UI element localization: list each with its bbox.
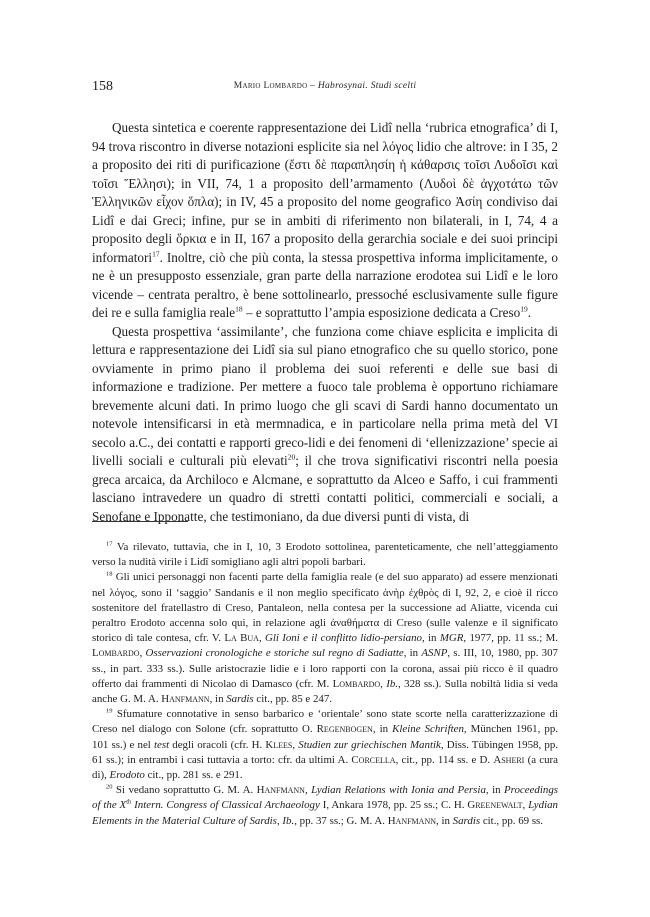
citation-title: Ib. bbox=[386, 677, 399, 690]
footnote-text: , in bbox=[209, 693, 227, 706]
running-header bbox=[92, 79, 558, 97]
author-name: Lombardo bbox=[332, 677, 381, 690]
body-text-run: – e soprattutto l’ampia esposizione dedicata a Creso bbox=[242, 305, 521, 320]
footnote-text: , bbox=[139, 647, 146, 660]
footnote-ref-19[interactable]: 19 bbox=[520, 304, 528, 314]
author-name: Lombardo bbox=[92, 647, 140, 660]
citation-title: Erodoto bbox=[109, 769, 145, 782]
footnote-text: degli oracoli (cfr. H. bbox=[169, 738, 266, 751]
footnote-text: , bbox=[304, 784, 312, 797]
footnote-text: Va rilevato, tuttavia, che in I, 10, 3 Erodoto sottolinea, parenteticamente, che nell’atteggiamento verso la nudità virile i Lidî somigliano agli altri popoli barbari. bbox=[92, 541, 558, 569]
body-paragraph-1 bbox=[92, 119, 558, 323]
footnote-text: , München 1961, pp. 101 ss.) e nel bbox=[92, 723, 558, 751]
body-text-run: ; il che trova significativi riscontri nella poesia greca arcaica, da Archiloco e Alcmane, e soprattutto da Alceo e Saffo, i cui frammenti lasciano intravedere un quadro di stretti contatti politici, commerciali e sociali, a Senofane e Ipponatte, che testimoniano, da due diversi punti di vista, di bbox=[92, 453, 559, 524]
footnote-text: , bbox=[380, 677, 387, 690]
footnote-text: , Diss. Tübingen 1958, pp. 61 ss.); in entrambi i casi tuttavia a torto: cfr. da ultimi A. bbox=[92, 738, 558, 766]
footnote-text: cit., pp. 85 e 247. bbox=[253, 693, 333, 706]
citation-title: Osservazioni cronologiche e storiche sul regno di Sadiatte bbox=[145, 647, 404, 660]
citation-title: Kleine Schriften bbox=[392, 723, 464, 736]
footnote-number: 19 bbox=[106, 707, 113, 715]
footnote-text: Sfumature connotative in senso barbarico e ‘orientale’ sono state scorte nella caratterizzazione di Creso nel dialogo con Solone (cfr. soprattutto O. bbox=[92, 708, 558, 736]
citation-title: Ib. bbox=[282, 814, 295, 827]
footnote-text: , bbox=[522, 799, 529, 812]
ordinal-superscript: th bbox=[126, 798, 132, 806]
main-text bbox=[92, 119, 558, 526]
footnote-text: , bbox=[258, 632, 265, 645]
author-name: Hanfmann bbox=[161, 693, 210, 706]
footnote-text: , bbox=[276, 814, 283, 827]
author-name: Regenbogen bbox=[316, 723, 373, 736]
footnote-text: , 1977, pp. 11 ss.; M. bbox=[463, 632, 558, 645]
citation-title: Intern. Congress of Classical Archaeology bbox=[131, 799, 320, 812]
footnote-text: , cit., pp. 114 ss. e D. bbox=[395, 753, 494, 766]
footnote-text: Gli unici personaggi non facenti parte della famiglia reale (e del suo apparato) ad essere menzionati nel λόγος, sono il ‘saggio’ Sandanis e il non meglio specificato ἀνὴρ ἐχθρὸς di I, 92, 2, e cioè il ricco sostenitore del fratellastro di Creso, Pantaleon, nella contesa per la successione ad Aliatte, vicenda cui peraltro Erodoto accenna solo qui, in relazione agli ἀναθήματα di Creso (sulle valenze e il significato storico di tale contesa, cfr. V. bbox=[92, 571, 558, 645]
citation-title: Lydian Elements in the Material Culture of Sardis bbox=[92, 799, 559, 827]
footnote-text: , in bbox=[421, 632, 440, 645]
author-name: Hanfmann bbox=[256, 784, 305, 797]
running-head-author: Mario Lombardo bbox=[233, 81, 308, 91]
running-head bbox=[92, 81, 558, 91]
footnote-ref-20[interactable]: 20 bbox=[287, 452, 296, 462]
footnote-18 bbox=[92, 570, 558, 707]
citation-title: test bbox=[153, 738, 170, 751]
footnote-20 bbox=[92, 783, 558, 829]
footnote-text: , in bbox=[403, 647, 422, 660]
footnote-19 bbox=[92, 707, 558, 783]
citation-title: Gli Ioni e il conflitto lidio-persiano bbox=[264, 632, 422, 645]
footnotes bbox=[92, 540, 558, 829]
body-text-run: Questa sintetica e coerente rappresentazione dei Lidî nella ‘rubrica etnografica’ di I, 94 trova riscontro in diverse notazioni esplicite sia nel λόγος lidio che altrove: in I 35, 2 a proposito dei riti di purificazione (ἔστι δὲ παραπλησίη ἡ κάθαρσις τοῖσι Λυδοῖσι καὶ τοῖσι Ἕλλησι); in VII, 74, 1 a proposito dell’armamento (Λυδοὶ δὲ ἀγχοτάτω τῶν Ἑλληνικῶν εἶχον ὅπλα); in IV, 45 a proposito del nome geografico Ἀσίη condiviso dai Lidî e dai Greci; infine, pur se in ambiti di riferimento non bilaterali, in I, 74, 4 a proposito degli ὅρκια e in II, 167 a proposito della gerarchia sociale e dei suoi principi informatori bbox=[92, 120, 558, 265]
footnote-text: , in bbox=[485, 784, 504, 797]
author-name: Asheri bbox=[493, 753, 525, 766]
body-text-run: Questa prospettiva ‘assimilante’, che funziona come chiave esplicita e implicita di lettura e rappresentazione dei Lidî sia sul piano etnografico che su quello storico, pone ovviamente in primo piano il problema dei suoi referenti e delle sue basi di informazione e tradizione. Per mettere a fuoco tale problema è opportuno richiamare brevemente alcuni dati. In primo luogo che gli scavi di Sardi hanno documentato un notevole intensificarsi in età mermnadica, e in particolare nella prima metà del VI secolo a.C., dei contatti e rapporti greco-lidi e dei fenomeni di ‘ellenizzazione’ specie ai livelli sociali e culturali più elevati bbox=[92, 323, 558, 468]
footnote-ref-18[interactable]: 18 bbox=[235, 304, 243, 314]
footnote-text: , 328 ss.). Sulla nobiltà lidia si veda anche G. M. A. bbox=[92, 677, 559, 706]
author-name: Greenewalt bbox=[467, 799, 523, 812]
footnote-text: (a cura di), bbox=[92, 753, 558, 782]
body-text-run: . bbox=[527, 305, 532, 320]
running-head-book-title: Habrosynai. Studi scelti bbox=[317, 81, 417, 91]
footnote-text: cit., pp. 69 ss. bbox=[480, 814, 544, 827]
footnote-17 bbox=[92, 540, 558, 570]
citation-title: Lydian Relations with Ionia and Persia bbox=[311, 784, 486, 797]
author-name: La Bua bbox=[224, 632, 259, 645]
citation-title: ASNP bbox=[421, 647, 448, 660]
footnote-text: , in bbox=[436, 814, 453, 827]
footnote-text: , pp. 37 ss.; G. M. A. bbox=[294, 814, 388, 827]
footnote-text: cit., pp. 281 ss. e 291. bbox=[144, 769, 243, 782]
citation-title: Studien zur griechischen Mantik bbox=[298, 738, 441, 751]
citation-title: Sardis bbox=[452, 814, 481, 827]
footnote-text: , s. III, 10, 1980, pp. 307 ss., in part. 333 ss.). Sulle aristocrazie lidie e i loro rapporti con la corona, assai più ricco è il quadro offerto dai frammenti di Nicolao di Damasco (cfr. M. bbox=[92, 647, 558, 690]
footnote-separator-rule bbox=[92, 521, 188, 522]
footnote-text: , in bbox=[372, 723, 393, 736]
footnote-number: 17 bbox=[106, 540, 113, 548]
footnote-number: 18 bbox=[106, 570, 113, 578]
body-text-run: . Inoltre, ciò che più conta, la stessa prospettiva informa implicitamente, o ne è un presupposto essenziale, gran parte della narrazione erodotea sui Lidî e le loro vicende – centrata peraltro, è bene sottolinearlo, pressoché esclusivamente sulle figure dei re e sulla famiglia reale bbox=[92, 249, 558, 320]
footnote-text: Si vedano soprattutto G. M. A. bbox=[112, 784, 257, 797]
footnote-text: I, Ankara 1978, pp. 25 ss.; C. H. bbox=[319, 799, 468, 812]
author-name: Corcella bbox=[351, 753, 396, 766]
page-number: 158 bbox=[92, 79, 113, 94]
author-name: Klees bbox=[265, 738, 293, 751]
footnote-text: , bbox=[292, 738, 299, 751]
citation-title: Proceedings of the X bbox=[92, 784, 559, 812]
running-head-separator: – bbox=[307, 81, 318, 91]
citation-title: Sardis bbox=[226, 693, 254, 706]
footnote-ref-17[interactable]: 17 bbox=[152, 249, 160, 259]
citation-title: MGR bbox=[439, 632, 464, 645]
author-name: Hanfmann bbox=[387, 814, 437, 827]
footnote-number: 20 bbox=[106, 783, 113, 791]
body-paragraph-2 bbox=[92, 323, 558, 527]
